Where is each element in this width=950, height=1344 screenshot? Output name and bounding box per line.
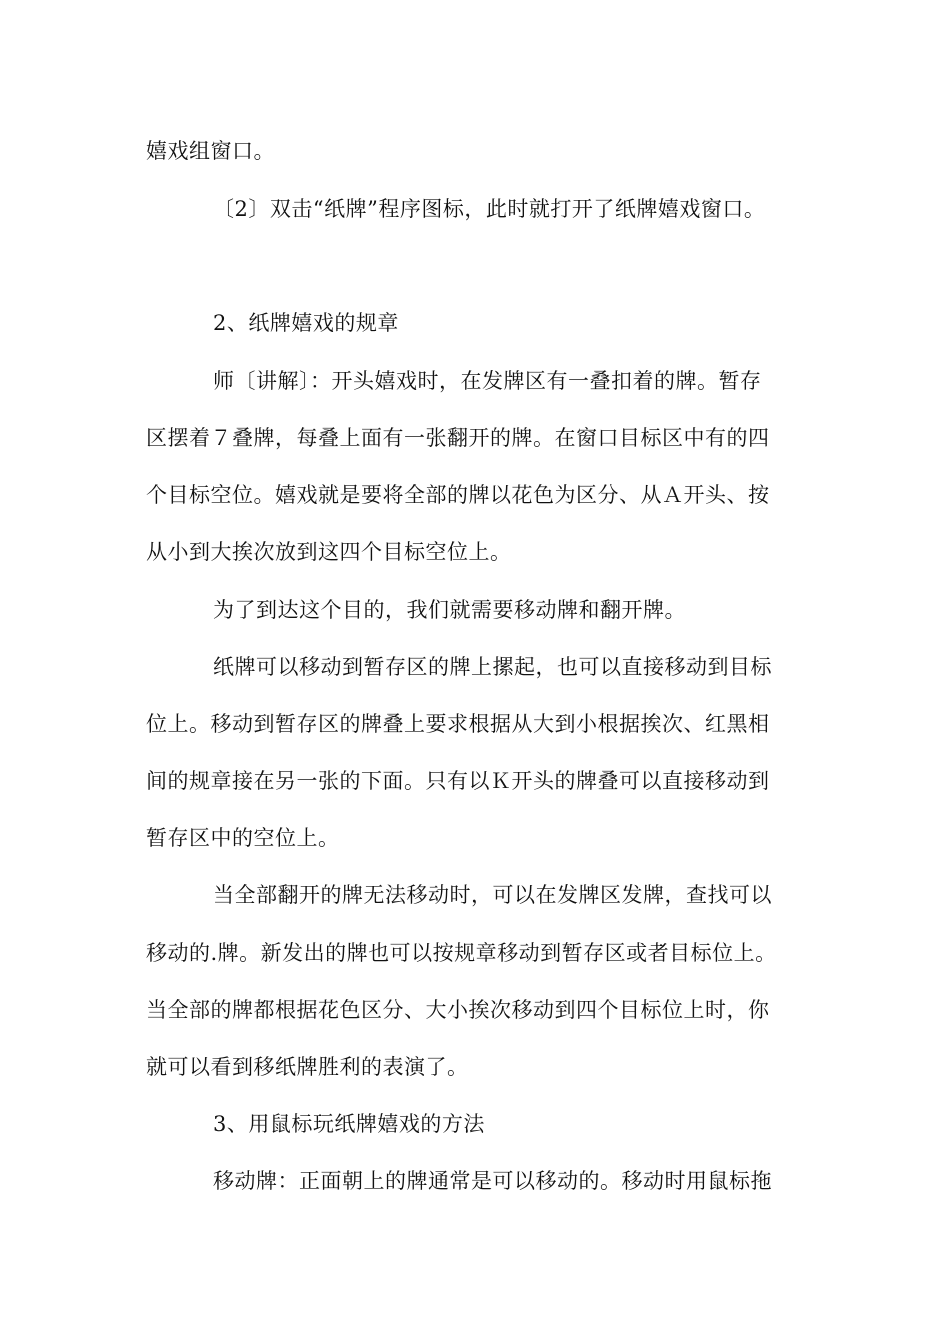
section-heading: 2、纸牌嬉戏的规章: [213, 311, 399, 335]
paragraph-line: 区摆着７叠牌，每叠上面有一张翻开的牌。在窗口目标区中有的四: [146, 426, 770, 450]
paragraph-line: 〔2〕双击“纸牌”程序图标，此时就打开了纸牌嬉戏窗口。: [213, 197, 766, 221]
paragraph-line: 位上。移动到暂存区的牌叠上要求根据从大到小根据挨次、红黑相: [146, 712, 770, 736]
paragraph-line: 个目标空位。嬉戏就是要将全部的牌以花色为区分、从Ａ开头、按: [146, 483, 770, 507]
paragraph-line: 就可以看到移纸牌胜利的表演了。: [146, 1055, 469, 1079]
paragraph-line: 为了到达这个目的，我们就需要移动牌和翻开牌。: [213, 598, 686, 622]
paragraph-line: 当全部翻开的牌无法移动时，可以在发牌区发牌，查找可以: [213, 883, 772, 907]
paragraph-line: 嬉戏组窗口。: [146, 139, 275, 163]
paragraph-line: 纸牌可以移动到暂存区的牌上摞起，也可以直接移动到目标: [213, 655, 772, 679]
paragraph-line: 师〔讲解〕：开头嬉戏时，在发牌区有一叠扣着的牌。暂存: [213, 369, 762, 393]
paragraph-line: 从小到大挨次放到这四个目标空位上。: [146, 540, 512, 564]
section-heading: 3、用鼠标玩纸牌嬉戏的方法: [213, 1112, 485, 1136]
paragraph-line: 移动牌：正面朝上的牌通常是可以移动的。移动时用鼠标拖: [213, 1169, 772, 1193]
paragraph-line: 移动的.牌。新发出的牌也可以按规章移动到暂存区或者目标位上。: [146, 941, 777, 965]
paragraph-line: 暂存区中的空位上。: [146, 826, 340, 850]
paragraph-line: 当全部的牌都根据花色区分、大小挨次移动到四个目标位上时，你: [146, 998, 770, 1022]
paragraph-line: 间的规章接在另一张的下面。只有以Ｋ开头的牌叠可以直接移动到: [146, 769, 770, 793]
